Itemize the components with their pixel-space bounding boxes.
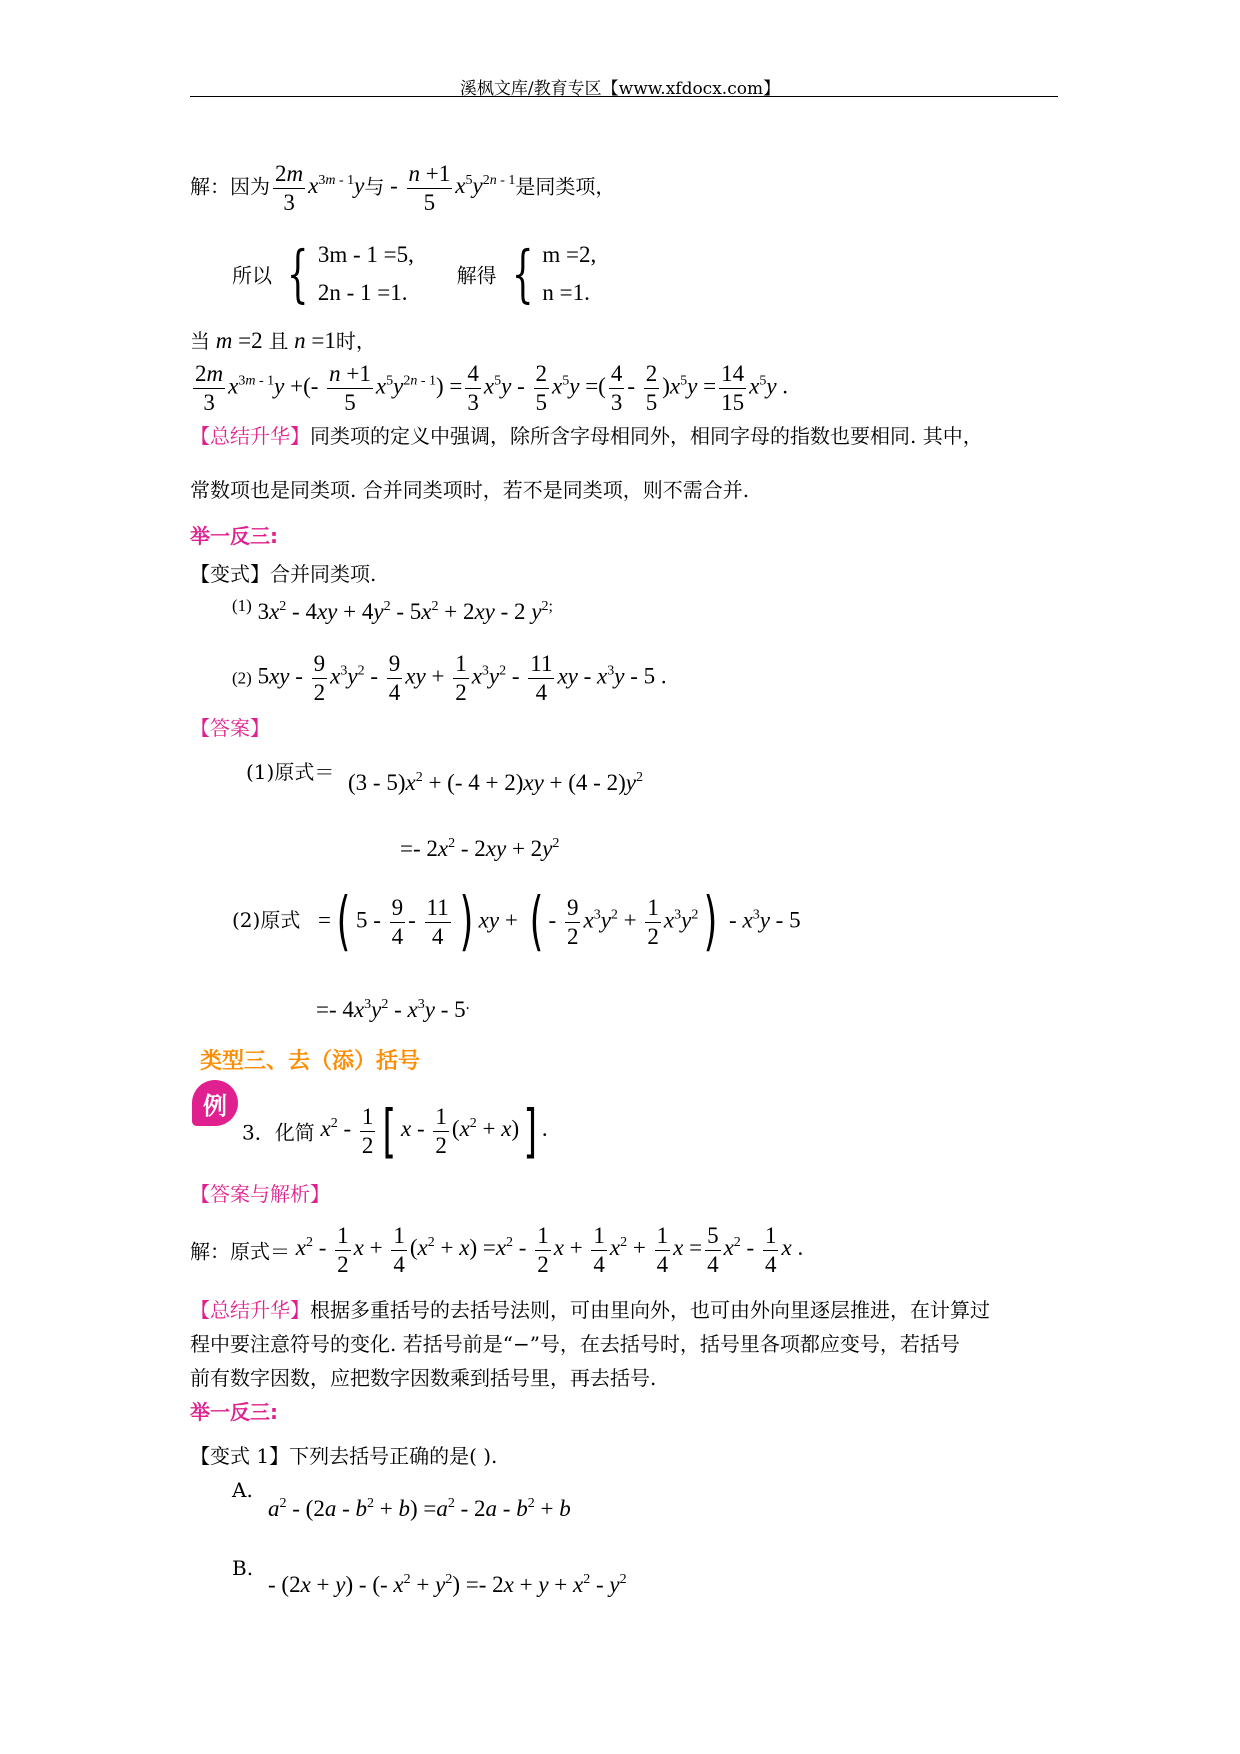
type3-solution (190, 1222, 803, 1278)
option-a-formula: $a^2 - (2a - b^2 + b) =a^2 - 2a - b^2 + b$ (268, 1496, 571, 1521)
system-eqs (318, 236, 414, 312)
summary-2-line-3: 前有数字因数，应把数字因数乘到括号里，再去括号. (190, 1366, 657, 1390)
when-and: 且 (268, 329, 289, 353)
solution-line-1 (190, 160, 615, 216)
answer-2-step-2: =- $4x^3y^2 - x^3y - 5^.$ (316, 996, 470, 1022)
example-badge (192, 1080, 238, 1126)
summary-text-1: 同类项的定义中强调，除所含字母相同外，相同字母的指数也要相同. 其中， (310, 424, 983, 448)
answer-1-step-2: =- $2x^2 - 2xy + 2y^2$ (400, 836, 560, 861)
solution-with: 与 (364, 174, 385, 199)
summary-1-line-1 (190, 420, 983, 449)
solution-prefix: 解：因为 (190, 174, 270, 199)
when-suffix: 时， (335, 329, 376, 353)
page-header: 溪枫文库/教育专区【www.xfdocx.com】 (459, 79, 781, 99)
res-1: m =2, (542, 242, 597, 267)
summary-2-text-1: 根据多重括号的去括号法则，可由里向外，也可由外向里逐层推进，在计算过 (310, 1298, 990, 1322)
summary-2-line-2: 程中要注意符号的变化. 若括号前是“−”号，在去括号时，括号里各项都应变号，若括号 (190, 1332, 960, 1356)
practice-title: 举一反三: (190, 524, 278, 548)
when-line: 当 m =2 且 n =1时， (190, 328, 376, 353)
answer-2-label: (2)原式 (232, 908, 301, 932)
badge-text: 例 (203, 1092, 227, 1120)
system-equations: 所以 { 3m - 1 =5, 2n - 1 =1. 解得 { m =2, n =1. (232, 237, 597, 310)
answer-tag: 【答案】 (190, 716, 270, 740)
variant-1-label: 【变式 1】下列去括号正确的是( ). (190, 1444, 498, 1468)
summary-2-line-1 (190, 1294, 990, 1323)
section-title: 类型三、去（添）括号 (200, 1049, 421, 1074)
variant-item-1: $^{(1)}$ $3x^2 - 4xy + 4y^2 - 5x^2 + 2xy - 2$ $y^{2;}$ (232, 596, 553, 624)
variant-item-2: (2) 5xy - $\frac{9}{2}$ $x^3y^2$ - $\frac{9}{4}$ xy + $\frac{1}{2}$ $x^3y^2$ - $\frac{11}{4}$ xy - $x^3y - 5$ . (232, 651, 667, 705)
option-b-formula: - (2x + y) - (- $x^2 + y^2) =- 2x + y + x^2 - y^2$ (268, 1572, 627, 1597)
item-2-no: (2) (232, 668, 252, 688)
summary-tag: 【总结升华】 (190, 424, 310, 448)
system-results (542, 236, 596, 312)
combined-formula: $\frac{2m}{3}$ $x^{3m - 1}y$ +(- $\frac{n +1}{5}$ $x^5y^{2n - 1}$) = $\frac{4}{3}$ $x^5y$ - $\frac{2}{5}$ $x^5y$ =( $\frac{4}{3}$ - $\frac{2}{5}$ )$x^5y$ = $\frac{14}{15}$ $x^5y$ . (195, 361, 789, 415)
formula-term-1: $\frac{2m}{3}$ $x^{3m - 1}y$ (275, 161, 365, 215)
eq-1: 3m - 1 =5, (317, 242, 414, 267)
answer-analysis-tag: 【答案与解析】 (190, 1182, 330, 1206)
res-2: n =1. (542, 280, 590, 305)
practice-2-title: 举一反三: (190, 1400, 278, 1424)
answer-2-step-1: =( 5 - $\frac{9}{4}$ - $\frac{11}{4}$ ) xy + ( - $\frac{9}{2}$ $x^3y^2$ + $\frac{1}{2}$ $x^3y^2) - x^3y - 5$ (318, 885, 801, 959)
formula-term-2: - $\frac{n +1}{5}$ $x^5y^{2n - 1}$ (384, 161, 516, 215)
answer-1-step-1: $(3 - 5)x^2$ + (- $4 + 2)xy + (4 - 2)y^2$ (348, 770, 643, 795)
summary-2-tag: 【总结升华】 (190, 1298, 310, 1322)
summary-1-line-2: 常数项也是同类项. 合并同类项时，若不是同类项，则不需合并. (190, 478, 750, 502)
option-a-label: A. (232, 1478, 253, 1502)
answer-1-label: (1)原式＝ (246, 760, 335, 784)
problem-3 (242, 1097, 548, 1165)
when-label: 当 (190, 329, 210, 353)
solve-label: 解得 (456, 263, 497, 288)
variant-label: 【变式】合并同类项. (190, 562, 377, 586)
problem-formula: $x^2$ - $\frac{1}{2}$ [ x - $\frac{1}{2}$ $(x^2 + x)$] . (320, 1097, 548, 1165)
header-rule (190, 96, 1058, 97)
item-1-no: (1) (232, 596, 252, 615)
option-b-label: B. (232, 1556, 254, 1580)
eq-2: 2n - 1 =1. (317, 280, 408, 305)
so-label: 所以 (232, 263, 272, 288)
solution-suffix: 是同类项， (515, 174, 616, 199)
sol-formula: $x^2$ - $\frac{1}{2}$ x + $\frac{1}{4}$ $(x^2 + x) =x^2$ - $\frac{1}{2}$ x + $\frac{1}{4}$ $x^2$ + $\frac{1}{4}$ x = $\frac{5}{4}$ $x^2$ - $\frac{1}{4}$ x . (295, 1223, 804, 1277)
problem-prefix: 3．化简 (242, 1120, 315, 1145)
sol-label: 解：原式＝ (190, 1239, 290, 1264)
